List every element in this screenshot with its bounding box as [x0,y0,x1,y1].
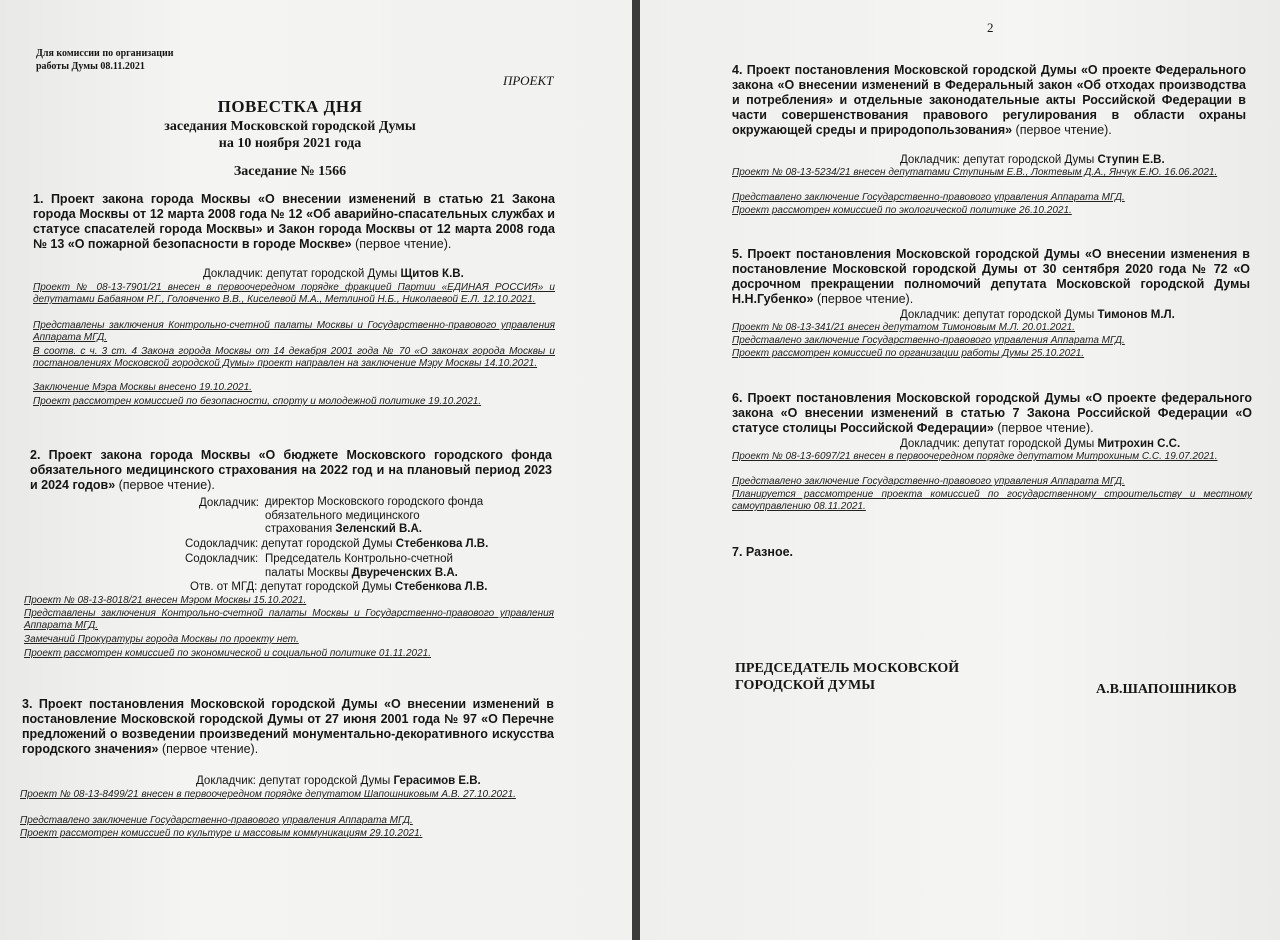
agenda-item-3-title: 3. Проект постановления Московской городской Думы «О внесении изменений в постановление Московской городской Думы от 27 июня 2001 года № 97 «О Перечне предложений о возведении произведений монументально-декоративного искусства городского значения» (первое чтение). [22,697,554,756]
document-date: на 10 ноября 2021 года [218,136,362,151]
agenda-item-2-reporter-text: директор Московского городского фонда обязательного медицинского страхования Зеленский В.А. [265,496,484,535]
reporter-name: Щитов К.В. [400,268,464,280]
agenda-item-3-reporter: Докладчик: депутат городской Думы Герасимов Е.В. [196,775,481,787]
reporter-name: Герасимов Е.В. [393,775,481,787]
agenda-item-6-title: 6. Проект постановления Московской городской Думы «О проекте федерального закона «О внесении изменений в статью 7 Закона Российской Федерации «О статусе столицы Российской Федерации» (первое чтение). [732,391,1252,435]
reporter-name: Митрохин С.С. [1097,438,1181,450]
agenda-item-3-note-2: Представлено заключение Государственно-правового управления Аппарата МГД. [20,815,413,826]
agenda-item-2-coreporter-1: Содокладчик: депутат городской Думы Стебенкова Л.В. [185,538,489,550]
agenda-item-2-coreporter-2: Председатель Контрольно-счетной палаты Москвы Двуреченских В.А. [265,553,458,579]
draft-label: ПРОЕКТ [503,73,554,88]
agenda-item-2-coreporter-2-label: Содокладчик: [185,553,259,565]
agenda-item-3-note-1: Проект № 08-13-8499/21 внесен в первоочередном порядке депутатом Шапошниковым А.В. 27.10.2021. [20,789,516,800]
agenda-item-6-reporter: Докладчик: депутат городской Думы Митрохин С.С. [900,438,1181,450]
agenda-item-5-title: 5. Проект постановления Московской городской Думы «О внесении изменения в постановление Московской городской Думы от 30 сентября 2020 года № 72 «О досрочном прекращении полномочий депутата Московской городской Думы Н.Н.Губенко» (первое чтение). [732,247,1250,306]
document-subtitle: заседания Московской городской Думы [164,119,416,134]
reporter-name: Ступин Е.В. [1097,154,1165,166]
agenda-item-1-note-2: Представлены заключения Контрольно-счетной палаты Москвы и Государственно-правового управления Аппарата МГД. [33,320,555,343]
agenda-item-5-note-2: Представлено заключение Государственно-правового управления Аппарата МГД. [732,335,1125,346]
agenda-item-2-note-2: Представлены заключения Контрольно-счетной палаты Москвы и Государственно-правового управления Аппарата МГД. [24,608,554,631]
page-number: 2 [987,20,994,35]
agenda-item-2-title: 2. Проект закона города Москвы «О бюджете Московского городского фонда обязательного медицинского страхования на 2022 год и на плановый период 2023 и 2024 годов» (первое чтение). [30,448,552,492]
reporter-name: Тимонов М.Л. [1097,309,1175,321]
agenda-item-2-note-1: Проект № 08-13-8018/21 внесен Мэром Москвы 15.10.2021. [24,595,307,606]
commission-stamp [36,47,174,73]
agenda-item-5-reporter: Докладчик: депутат городской Думы Тимонов М.Л. [900,309,1175,321]
agenda-item-5-note-3: Проект рассмотрен комиссией по организации работы Думы 25.10.2021. [732,348,1085,359]
session-number: Заседание № 1566 [233,164,347,179]
agenda-page-1 [0,0,632,940]
agenda-item-1-reporter: Докладчик: депутат городской Думы Щитов К.В. [203,268,464,280]
agenda-item-1-note-4: Заключение Мэра Москвы внесено 19.10.2021. [33,382,252,393]
agenda-item-6-note-3: Планируется рассмотрение проекта комиссией по государственному строительству и местному самоуправлению 08.11.2021. [732,489,1252,512]
agenda-item-2-note-4: Проект рассмотрен комиссией по экономической и социальной политике 01.11.2021. [24,648,431,659]
agenda-item-4-note-1: Проект № 08-13-5234/21 внесен депутатами Ступиным Е.В., Локтевым Д.А., Янчук Е.Ю. 16.06.2021. [732,167,1218,178]
agenda-item-1-note-1: Проект № 08-13-7901/21 внесен в первоочередном порядке фракцией Партии «ЕДИНАЯ РОССИЯ» и депутатами Бабаяном Р.Г., Головченко В.В., Киселевой М.А., Метлиной Н.Б., Николаевой Е.Л. 12.10.2021. [33,282,555,305]
commission-line-1: Для комиссии по организации [36,48,174,59]
reporter-name: Зеленский В.А. [335,523,422,535]
agenda-item-4-note-2: Представлено заключение Государственно-правового управления Аппарата МГД. [732,192,1125,203]
commission-line-2: работы Думы 08.11.2021 [36,61,145,72]
agenda-item-4-note-3: Проект рассмотрен комиссией по экологической политике 26.10.2021. [732,205,1072,216]
agenda-item-1-title: 1. Проект закона города Москвы «О внесении изменений в статью 21 Закона города Москвы от 12 марта 2008 года № 12 «Об аварийно-спасательных службах и статусе спасателей города Москвы» и Закон города Москвы от 12 марта 2008 года № 13 «О пожарной безопасности в городе Москве» (первое чтение). [33,192,555,251]
agenda-item-7: 7. Разное. [732,545,793,559]
chairman-title: ПРЕДСЕДАТЕЛЬ МОСКОВСКОЙ ГОРОДСКОЙ ДУМЫ [735,661,960,693]
agenda-item-6-note-1: Проект № 08-13-6097/21 внесен в первоочередном порядке депутатом Митрохиным С.С. 19.07.2021. [732,451,1218,462]
agenda-item-1-note-3: В соотв. с ч. 3 ст. 4 Закона города Москвы от 14 декабря 2001 года № 70 «О законах города Москвы и постановлениях Московской городской Думы» проект направлен на заключение Мэру Москвы 14.10.2021. [33,346,555,369]
agenda-page-2 [640,0,1280,940]
agenda-item-4-title: 4. Проект постановления Московской городской Думы «О проекте Федерального закона «О внесении изменений в Федеральный закон «Об отходах производства и потребления» и отдельные законодательные акты Российской Федерации в части совершенствования правового регулирования в области охраны окружающей среды и природопользования» (первое чтение). [732,63,1246,137]
agenda-item-3-note-3: Проект рассмотрен комиссией по культуре и массовым коммуникациям 29.10.2021. [20,828,423,839]
agenda-item-5-note-1: Проект № 08-13-341/21 внесен депутатом Тимоновым М.Л. 20.01.2021. [732,322,1075,333]
agenda-item-2-reporter: Докладчик: [199,497,259,509]
agenda-item-2-note-3: Замечаний Прокуратуры города Москвы по проекту нет. [24,634,299,645]
agenda-item-4-reporter: Докладчик: депутат городской Думы Ступин Е.В. [900,154,1165,166]
document-title: ПОВЕСТКА ДНЯ [217,97,363,116]
agenda-item-6-note-2: Представлено заключение Государственно-правового управления Аппарата МГД. [732,476,1125,487]
agenda-item-1-note-5: Проект рассмотрен комиссией по безопасности, спорту и молодежной политике 19.10.2021. [33,396,482,407]
agenda-item-2-responsible: Отв. от МГД: депутат городской Думы Стебенкова Л.В. [190,581,488,593]
chairman-name: А.В.ШАПОШНИКОВ [1096,682,1237,697]
